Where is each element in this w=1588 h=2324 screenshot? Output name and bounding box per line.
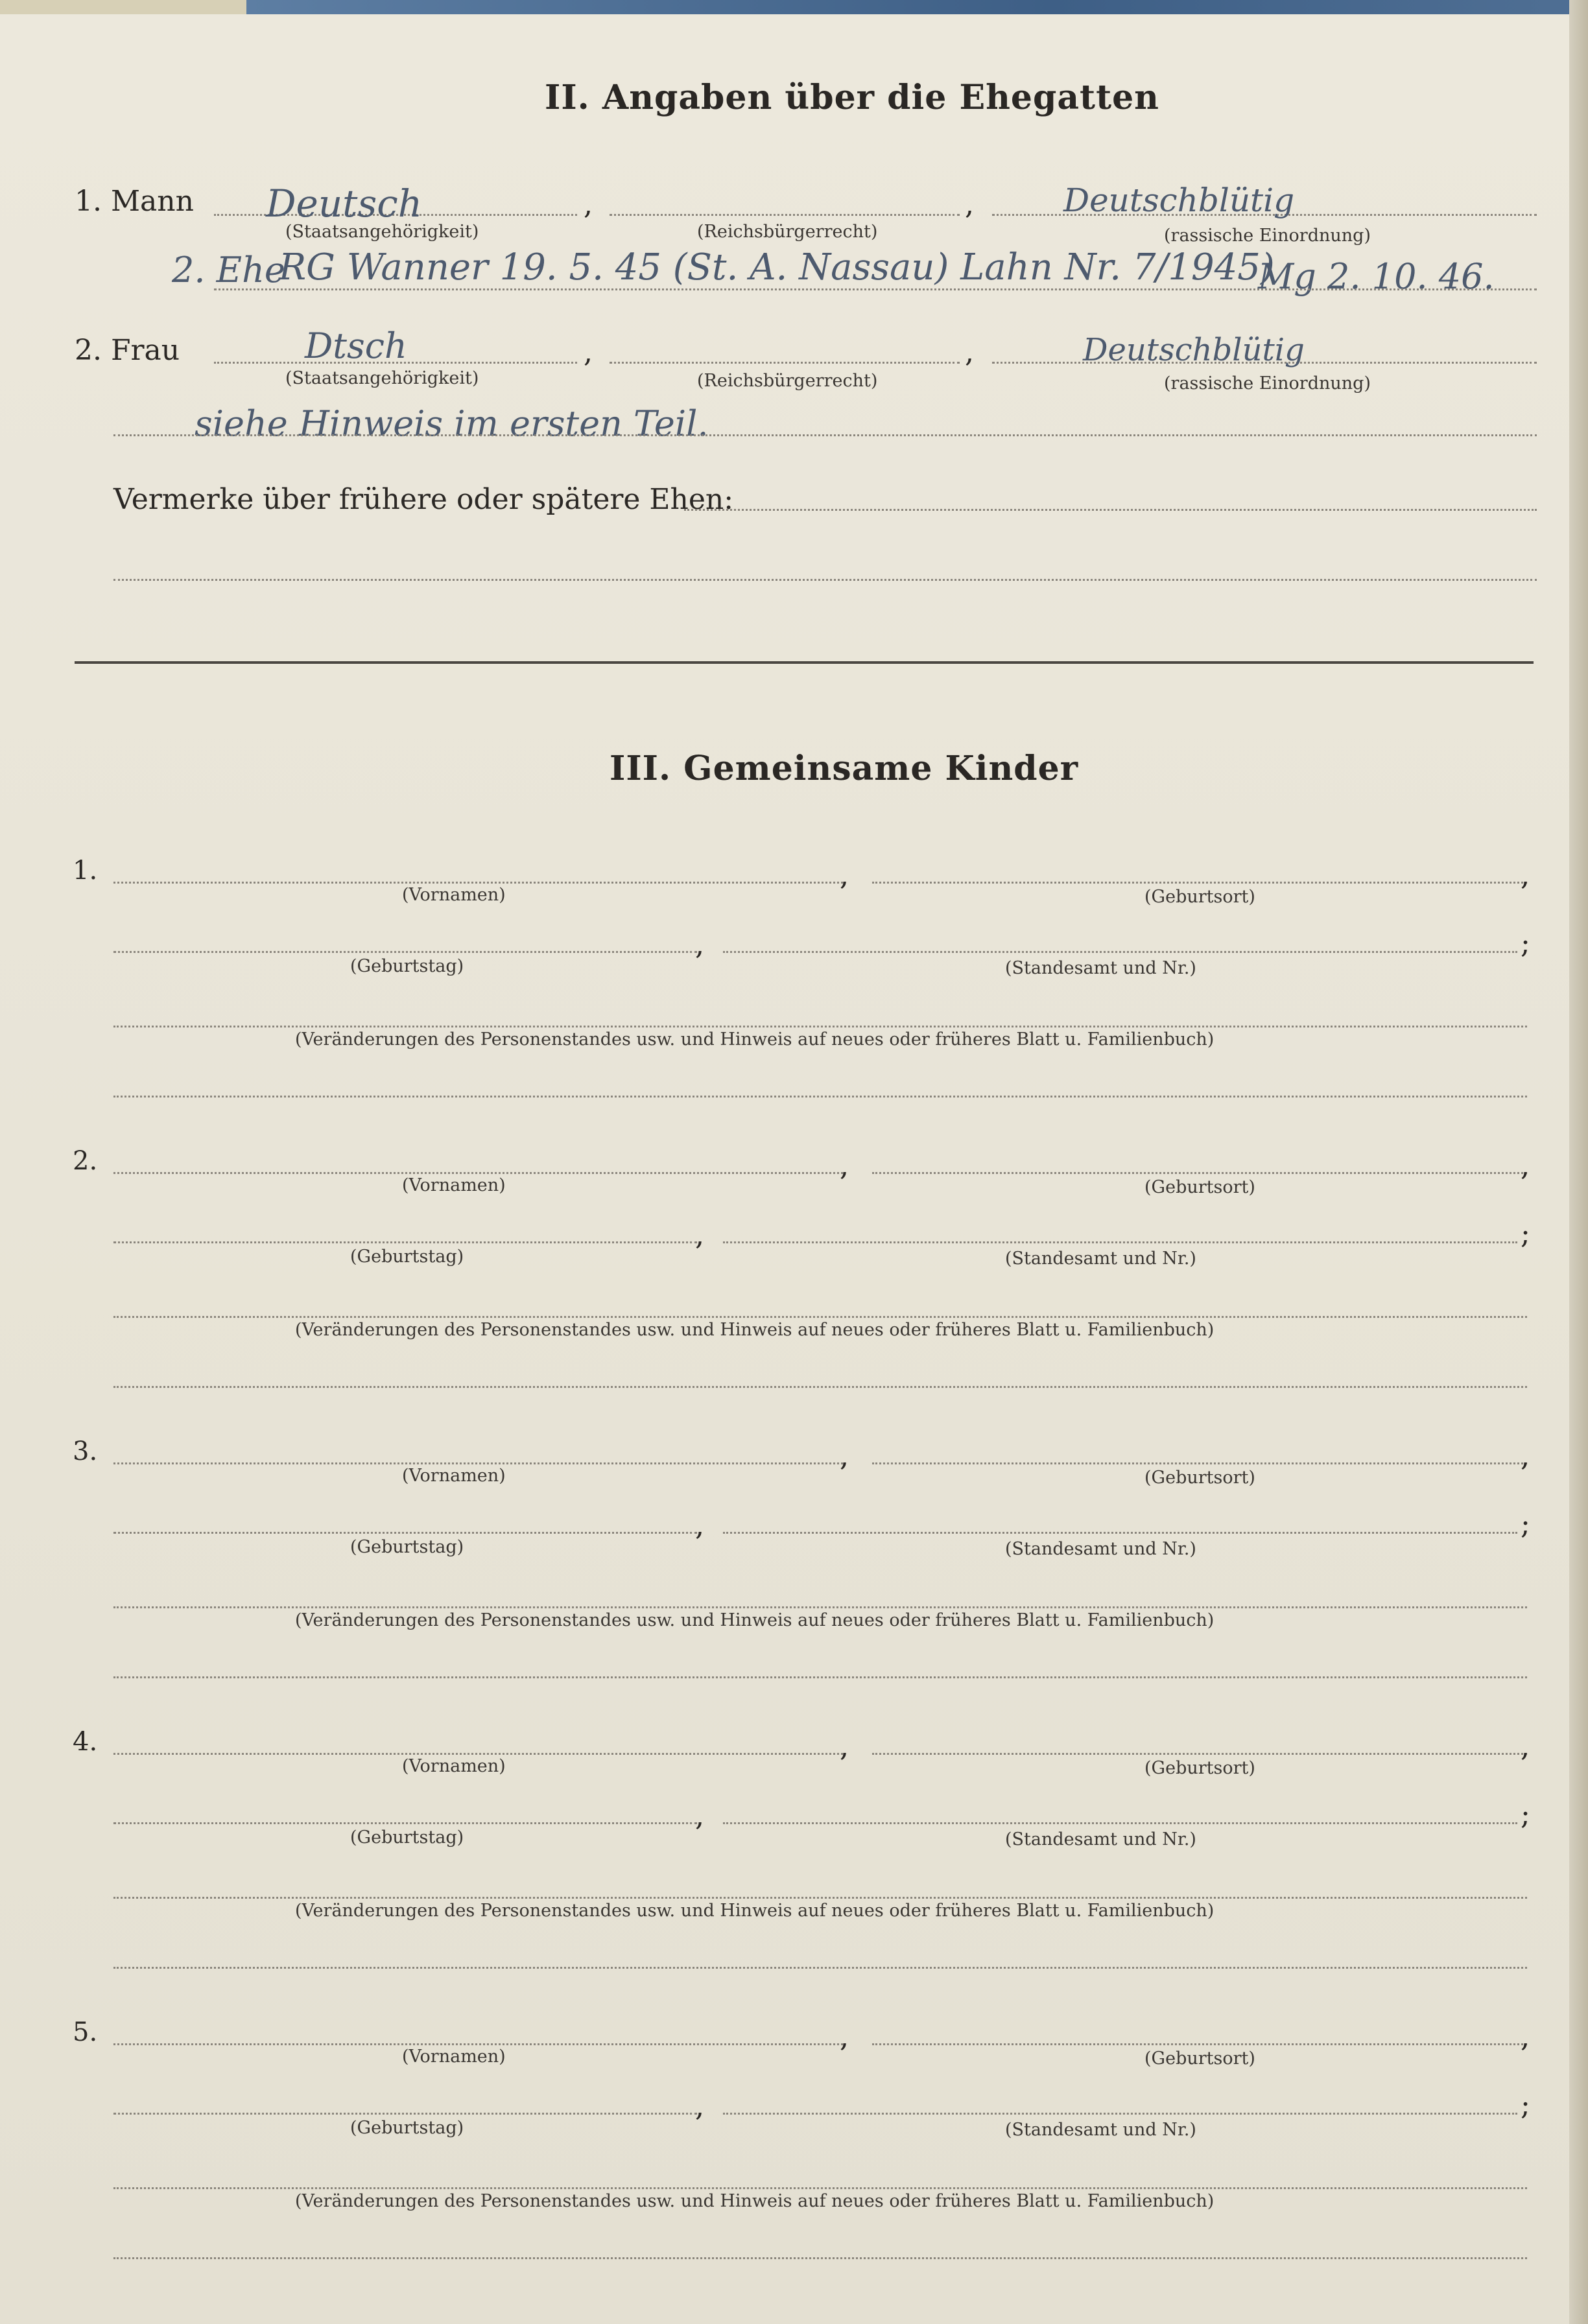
frau-note-line xyxy=(113,434,1537,436)
comma: , xyxy=(695,2090,704,2123)
caption-geburtstag: (Geburtstag) xyxy=(350,1537,464,1557)
caption-rassische-einordnung: (rassische Einordnung) xyxy=(1164,226,1371,246)
caption-frau-staatsangehoerigkeit: (Staatsangehörigkeit) xyxy=(285,368,479,388)
child-number: 4. xyxy=(73,1727,98,1757)
geburtstag-line xyxy=(113,2113,697,2115)
notes-line xyxy=(113,1096,1527,1097)
geburtstag-line xyxy=(113,1532,697,1534)
semicolon: ; xyxy=(1521,2089,1530,2122)
caption-staatsangehoerigkeit: (Staatsangehörigkeit) xyxy=(285,222,479,242)
mann-note-line xyxy=(214,288,1537,290)
vornamen-line xyxy=(113,1753,843,1755)
standesamt-line xyxy=(723,1241,1517,1243)
geburtstag-line xyxy=(113,1822,697,1824)
vornamen-line xyxy=(113,1462,843,1464)
standesamt-line xyxy=(723,1822,1517,1824)
comma: , xyxy=(695,1219,704,1252)
comma: , xyxy=(840,1440,849,1473)
binder-edge xyxy=(0,0,246,14)
caption-veraenderungen: (Veränderungen des Personenstandes usw. und Hinweis auf neues oder früheres Blatt u. Familienbuch) xyxy=(295,1320,1215,1340)
geburtsort-line xyxy=(872,882,1527,884)
mann-note-prefix-handwriting: 2. Ehe xyxy=(172,250,285,290)
comma: , xyxy=(840,859,849,892)
child-number: 3. xyxy=(73,1437,98,1466)
caption-geburtsort: (Geburtsort) xyxy=(1144,1468,1255,1488)
caption-vornamen: (Vornamen) xyxy=(402,1175,506,1195)
comma: , xyxy=(1521,1730,1530,1763)
caption-geburtstag: (Geburtstag) xyxy=(350,1827,464,1848)
vornamen-line xyxy=(113,1172,843,1174)
caption-vornamen: (Vornamen) xyxy=(402,1466,506,1486)
standesamt-line xyxy=(723,1532,1517,1534)
geburtsort-line xyxy=(872,2043,1527,2045)
caption-geburtstag: (Geburtstag) xyxy=(350,2118,464,2138)
child-number: 1. xyxy=(73,856,98,886)
comma: , xyxy=(840,1149,849,1182)
standesamt-line xyxy=(723,951,1517,953)
frau-staat-handwriting: Dtsch xyxy=(305,325,407,366)
frau-label: 2. Frau xyxy=(75,334,180,367)
caption-geburtsort: (Geburtsort) xyxy=(1144,1177,1255,1197)
mann-reich-line xyxy=(610,214,960,216)
semicolon: ; xyxy=(1521,1508,1530,1541)
notes-line xyxy=(113,1676,1527,1678)
geburtstag-line xyxy=(113,951,697,953)
caption-vornamen: (Vornamen) xyxy=(402,1756,506,1776)
veraenderungen-line xyxy=(113,1316,1527,1318)
caption-standesamt: (Standesamt und Nr.) xyxy=(1005,1829,1196,1849)
caption-frau-rassische-einordnung: (rassische Einordnung) xyxy=(1164,373,1371,393)
caption-veraenderungen: (Veränderungen des Personenstandes usw. und Hinweis auf neues oder früheres Blatt u. Familienbuch) xyxy=(295,1029,1215,1050)
semicolon: ; xyxy=(1521,1798,1530,1831)
child-number: 5. xyxy=(73,2017,98,2047)
page-edge xyxy=(1569,0,1588,2324)
caption-veraenderungen: (Veränderungen des Personenstandes usw. und Hinweis auf neues oder früheres Blatt u. Familienbuch) xyxy=(295,2191,1215,2211)
geburtsort-line xyxy=(872,1462,1527,1464)
notes-line xyxy=(113,1967,1527,1969)
geburtsort-line xyxy=(872,1172,1527,1174)
standesamt-line xyxy=(723,2113,1517,2115)
vornamen-line xyxy=(113,2043,843,2045)
comma: , xyxy=(1521,859,1530,892)
comma: , xyxy=(1521,1149,1530,1182)
comma: , xyxy=(840,2021,849,2054)
semicolon: ; xyxy=(1521,927,1530,960)
caption-reichsbuergerrecht: (Reichsbürgerrecht) xyxy=(697,222,878,242)
notes-line xyxy=(113,2257,1527,2259)
caption-veraenderungen: (Veränderungen des Personenstandes usw. und Hinweis auf neues oder früheres Blatt u. Familienbuch) xyxy=(295,1901,1215,1921)
mann-staat-handwriting: Deutsch xyxy=(266,182,423,226)
caption-geburtsort: (Geburtsort) xyxy=(1144,2048,1255,2069)
geburtstag-line xyxy=(113,1241,697,1243)
section-divider xyxy=(75,661,1534,664)
comma: , xyxy=(1521,2021,1530,2054)
caption-vornamen: (Vornamen) xyxy=(402,885,506,905)
caption-geburtstag: (Geburtstag) xyxy=(350,1247,464,1267)
vermerke-line-1 xyxy=(684,509,1537,511)
mann-comma-2: , xyxy=(965,188,974,221)
semicolon: ; xyxy=(1521,1217,1530,1250)
vermerke-line-2 xyxy=(113,579,1537,581)
frau-rass-handwriting: Deutschblütig xyxy=(1083,332,1305,368)
geburtsort-line xyxy=(872,1753,1527,1755)
comma: , xyxy=(695,1509,704,1542)
vornamen-line xyxy=(113,882,843,884)
comma: , xyxy=(695,928,704,961)
mann-note-handwriting: RG Wanner 19. 5. 45 (St. A. Nassau) Lahn Nr. 7/1945) xyxy=(279,246,1275,288)
caption-vornamen: (Vornamen) xyxy=(402,2047,506,2067)
caption-standesamt: (Standesamt und Nr.) xyxy=(1005,1249,1196,1269)
mann-rass-handwriting: Deutschblütig xyxy=(1063,182,1295,219)
comma: , xyxy=(1521,1440,1530,1473)
caption-geburtsort: (Geburtsort) xyxy=(1144,887,1255,907)
veraenderungen-line xyxy=(113,1897,1527,1899)
veraenderungen-line xyxy=(113,2187,1527,2189)
frau-comma-2: , xyxy=(965,336,974,369)
mann-label: 1. Mann xyxy=(75,185,194,218)
caption-standesamt: (Standesamt und Nr.) xyxy=(1005,958,1196,978)
caption-geburtsort: (Geburtsort) xyxy=(1144,1758,1255,1778)
caption-geburtstag: (Geburtstag) xyxy=(350,956,464,976)
comma: , xyxy=(695,1800,704,1833)
mann-date-handwriting: Mg 2. 10. 46. xyxy=(1258,256,1495,297)
vermerke-label: Vermerke über frühere oder spätere Ehen: xyxy=(113,483,734,516)
section-2-title: II. Angaben über die Ehegatten xyxy=(545,78,1159,117)
caption-standesamt: (Standesamt und Nr.) xyxy=(1005,2120,1196,2140)
veraenderungen-line xyxy=(113,1026,1527,1027)
section-3-title: III. Gemeinsame Kinder xyxy=(610,749,1079,788)
caption-frau-reichsbuergerrecht: (Reichsbürgerrecht) xyxy=(697,371,878,391)
veraenderungen-line xyxy=(113,1606,1527,1608)
frau-comma-1: , xyxy=(584,336,593,369)
frau-note-handwriting: siehe Hinweis im ersten Teil. xyxy=(195,403,709,444)
mann-comma-1: , xyxy=(584,188,593,221)
caption-veraenderungen: (Veränderungen des Personenstandes usw. und Hinweis auf neues oder früheres Blatt u. Familienbuch) xyxy=(295,1610,1215,1630)
notes-line xyxy=(113,1386,1527,1388)
caption-standesamt: (Standesamt und Nr.) xyxy=(1005,1539,1196,1559)
child-number: 2. xyxy=(73,1146,98,1176)
frau-reich-line xyxy=(610,362,960,364)
document-page xyxy=(0,14,1569,2324)
comma: , xyxy=(840,1730,849,1763)
